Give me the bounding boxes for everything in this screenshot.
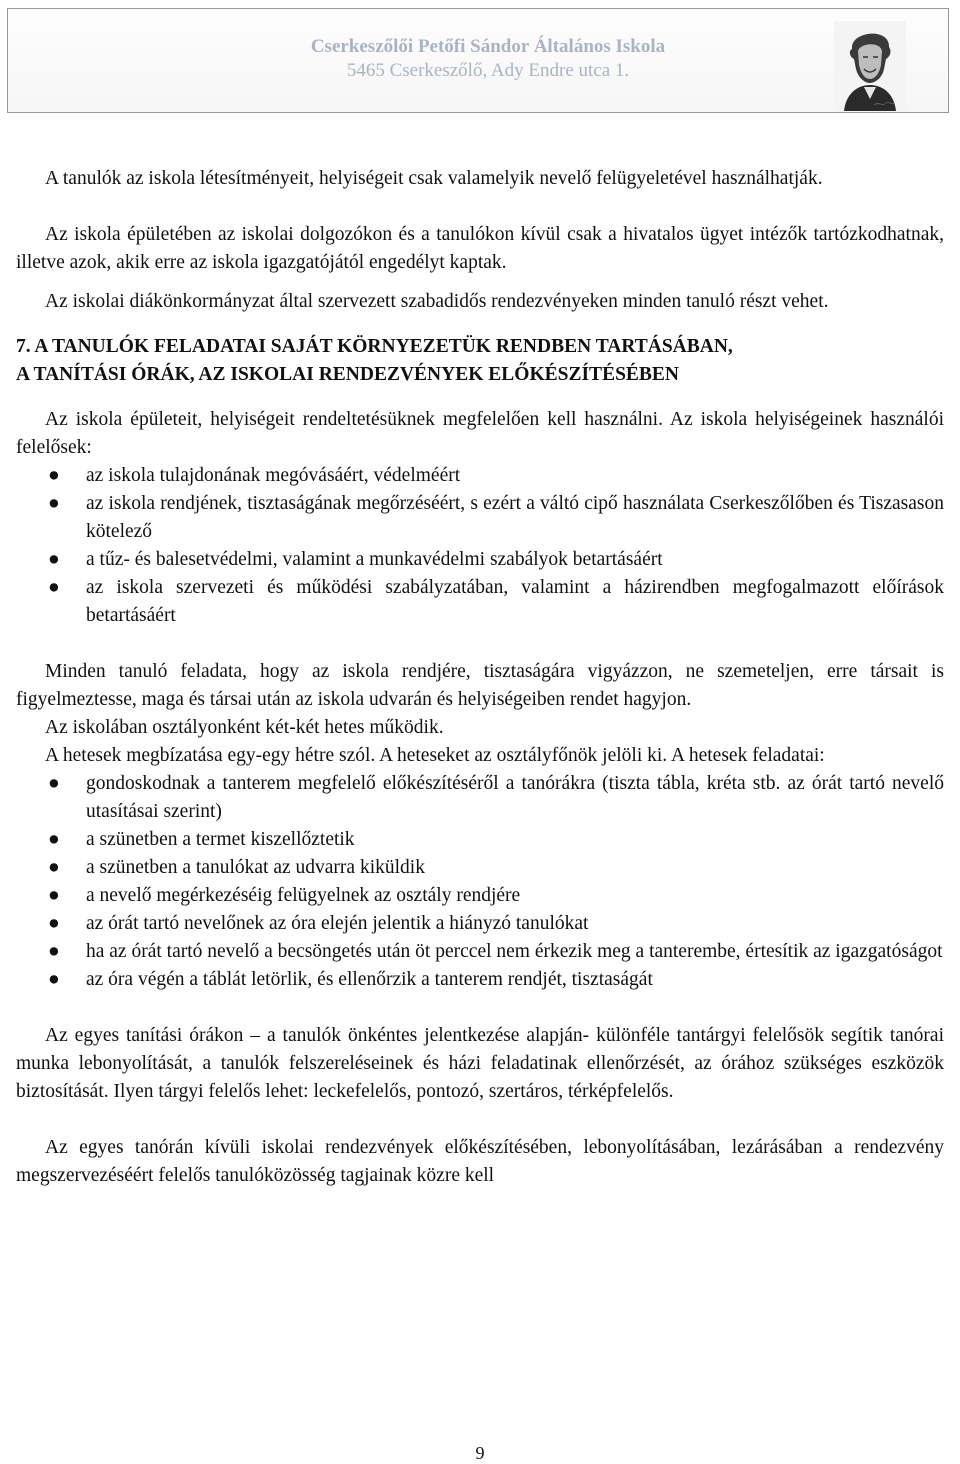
bullet-icon: ● [48, 885, 60, 906]
list-item: ● a szünetben a tanulókat az udvarra kiküldik [16, 854, 944, 882]
list-item: ● a tűz- és balesetvédelmi, valamint a munkavédelmi szabályok betartásáért [16, 546, 944, 574]
section-heading-7 [16, 333, 944, 389]
section-heading-line-2: A TANÍTÁSI ÓRÁK, AZ ISKOLAI RENDEZVÉNYEK ELŐKÉSZÍTÉSÉBEN [16, 364, 680, 385]
bullet-icon: ● [48, 969, 60, 990]
list-item: ● az iskola tulajdonának megóvásáért, védelméért [16, 462, 944, 490]
paragraph-monitors: Az iskolában osztályonként két-két hetes működik. [45, 717, 444, 738]
page-number: 9 [475, 1443, 485, 1463]
letterhead [7, 8, 949, 113]
bullet-icon: ● [48, 829, 60, 850]
section-heading-line-1: 7. A TANULÓK FELADATAI SAJÁT KÖRNYEZETÜK RENDBEN TARTÁSÁBAN, [16, 336, 733, 357]
paragraph-building-access: Az iskola épületében az iskolai dolgozókon és a tanulókon kívül csak a hivatalos ügyet intézők tartózkodhatnak, illetve azok, akik erre az iskola igazgatójától engedélyt kaptak. [16, 224, 944, 273]
document-body [16, 165, 944, 1190]
monitor-task-list [16, 770, 944, 994]
responsibility-list [16, 462, 944, 630]
school-address: 5465 Cserkeszőlő, Ady Endre utca 1. [346, 60, 630, 81]
paragraph-subject-monitors: Az egyes tanítási órákon – a tanulók önkéntes jelentkezése alapján- különféle tantárgyi felelősök segítik tanórai munka lebonyolítását, a tanulók felszereléseinek és házi feladatinak ellenőrzését, az órához szükséges eszközök biztosítását. Ilyen tárgyi felelős lehet: leckefelelős, pontozó, szertáros, térképfelelős. [16, 1025, 944, 1102]
bullet-icon: ● [48, 493, 60, 514]
bullet-icon: ● [48, 577, 60, 598]
bullet-icon: ● [48, 549, 60, 570]
list-item: ● a nevelő megérkezéséig felügyelnek az osztály rendjére [16, 882, 944, 910]
list-item: ● a szünetben a termet kiszellőztetik [16, 826, 944, 854]
bullet-icon: ● [48, 857, 60, 878]
list-item: ● az iskola rendjének, tisztaságának megőrzéséért, s ezért a váltó cipő használata Cserkeszőlőben és Tiszasason kötelező [16, 490, 944, 546]
paragraph-student-duty: Minden tanuló feladata, hogy az iskola rendjére, tisztaságára vigyázzon, ne szemeteljen, erre társait is figyelmeztesse, maga és társai után az iskola udvarán és helyiségeiben rendet hagyjon. [16, 661, 944, 710]
bullet-icon: ● [48, 913, 60, 934]
bullet-icon: ● [48, 941, 60, 962]
letterhead-text [248, 35, 728, 83]
list-item: ● ha az órát tartó nevelő a becsöngetés után öt perccel nem érkezik meg a tanterembe, értesítik az igazgatóságot [16, 938, 944, 966]
list-item: ● az órát tartó nevelőnek az óra elején jelentik a hiányzó tanulókat [16, 910, 944, 938]
paragraph-facilities: A tanulók az iskola létesítményeit, helyiségeit csak valamelyik nevelő felügyeletével használhatják. [45, 168, 823, 189]
paragraph-student-council: Az iskolai diákönkormányzat által szervezett szabadidős rendezvényeken minden tanuló részt vehet. [45, 291, 829, 312]
paragraph-events: Az egyes tanórán kívüli iskolai rendezvények előkészítésében, lebonyolításában, lezárásában a rendezvény megszervezéséért felelős tanulóközösség tagjainak közre kell [16, 1137, 944, 1186]
paragraph-monitor-tasks: A hetesek megbízatása egy-egy hétre szól. A heteseket az osztályfőnök jelöli ki. A hetesek feladatai: [45, 745, 825, 766]
list-item: ● az óra végén a táblát letörlik, és ellenőrzik a tanterem rendjét, tisztaságát [16, 966, 944, 994]
portrait-image [834, 21, 906, 111]
paragraph-building-use: Az iskola épületeit, helyiségeit rendeltetésüknek megfelelően kell használni. Az iskola helyiségeinek használói felelősek: [16, 409, 944, 458]
list-item: ● az iskola szervezeti és működési szabályzatában, valamint a házirendben megfogalmazott előírások betartásáért [16, 574, 944, 630]
bullet-icon: ● [48, 773, 60, 794]
list-item: ● gondoskodnak a tanterem megfelelő előkészítéséről a tanórákra (tiszta tábla, kréta stb. az órát tartó nevelő utasításai szerint) [16, 770, 944, 826]
school-name: Cserkeszőlői Petőfi Sándor Általános Iskola [310, 36, 666, 57]
bullet-icon: ● [48, 465, 60, 486]
